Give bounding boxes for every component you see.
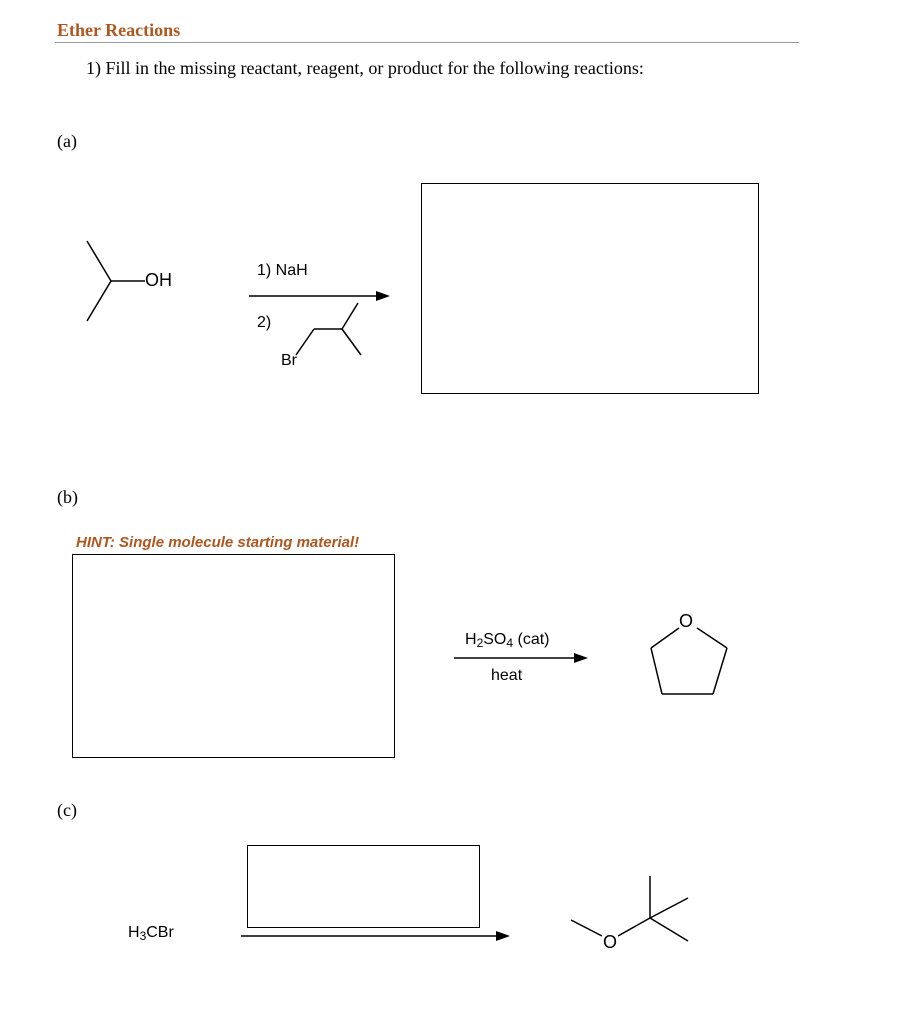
reactant-c-part-2: CBr	[146, 924, 174, 941]
mtbe-bond-1	[571, 920, 602, 936]
condition-heat: heat	[491, 667, 523, 684]
reagent-b-sub-2: 4	[506, 636, 514, 650]
mtbe-bond-5	[650, 918, 688, 941]
reagent-b-part-1: H	[465, 631, 477, 648]
mtbe-bond-4	[650, 898, 688, 918]
reagent-b-sub-1: 2	[476, 636, 484, 650]
hint-text: HINT: Single molecule starting material!	[76, 534, 360, 551]
question-text: 1) Fill in the missing reactant, reagent, or product for the following reactions:	[86, 58, 644, 78]
reactant-c-part-1: H	[128, 924, 140, 941]
reactant-c-sub: 3	[139, 929, 147, 943]
thf-oxygen: O	[679, 611, 694, 631]
reagent-step-2: 2)	[257, 314, 272, 331]
reagent-step-1: 1) NaH	[257, 262, 308, 279]
mtbe-oxygen: O	[603, 932, 618, 952]
part-c-label: (c)	[57, 800, 77, 820]
hydroxyl-group: OH	[145, 270, 172, 290]
page-title: Ether Reactions	[57, 20, 181, 40]
bromine-atom: Br	[281, 352, 297, 369]
reagent-b-part-3: (cat)	[513, 631, 550, 648]
reaction-arrow-c-head	[496, 931, 510, 941]
part-a-label: (a)	[57, 131, 77, 151]
mtbe-bond-2	[618, 918, 650, 936]
part-b-label: (b)	[57, 487, 78, 507]
reagent-b-part-2: SO	[483, 631, 507, 648]
